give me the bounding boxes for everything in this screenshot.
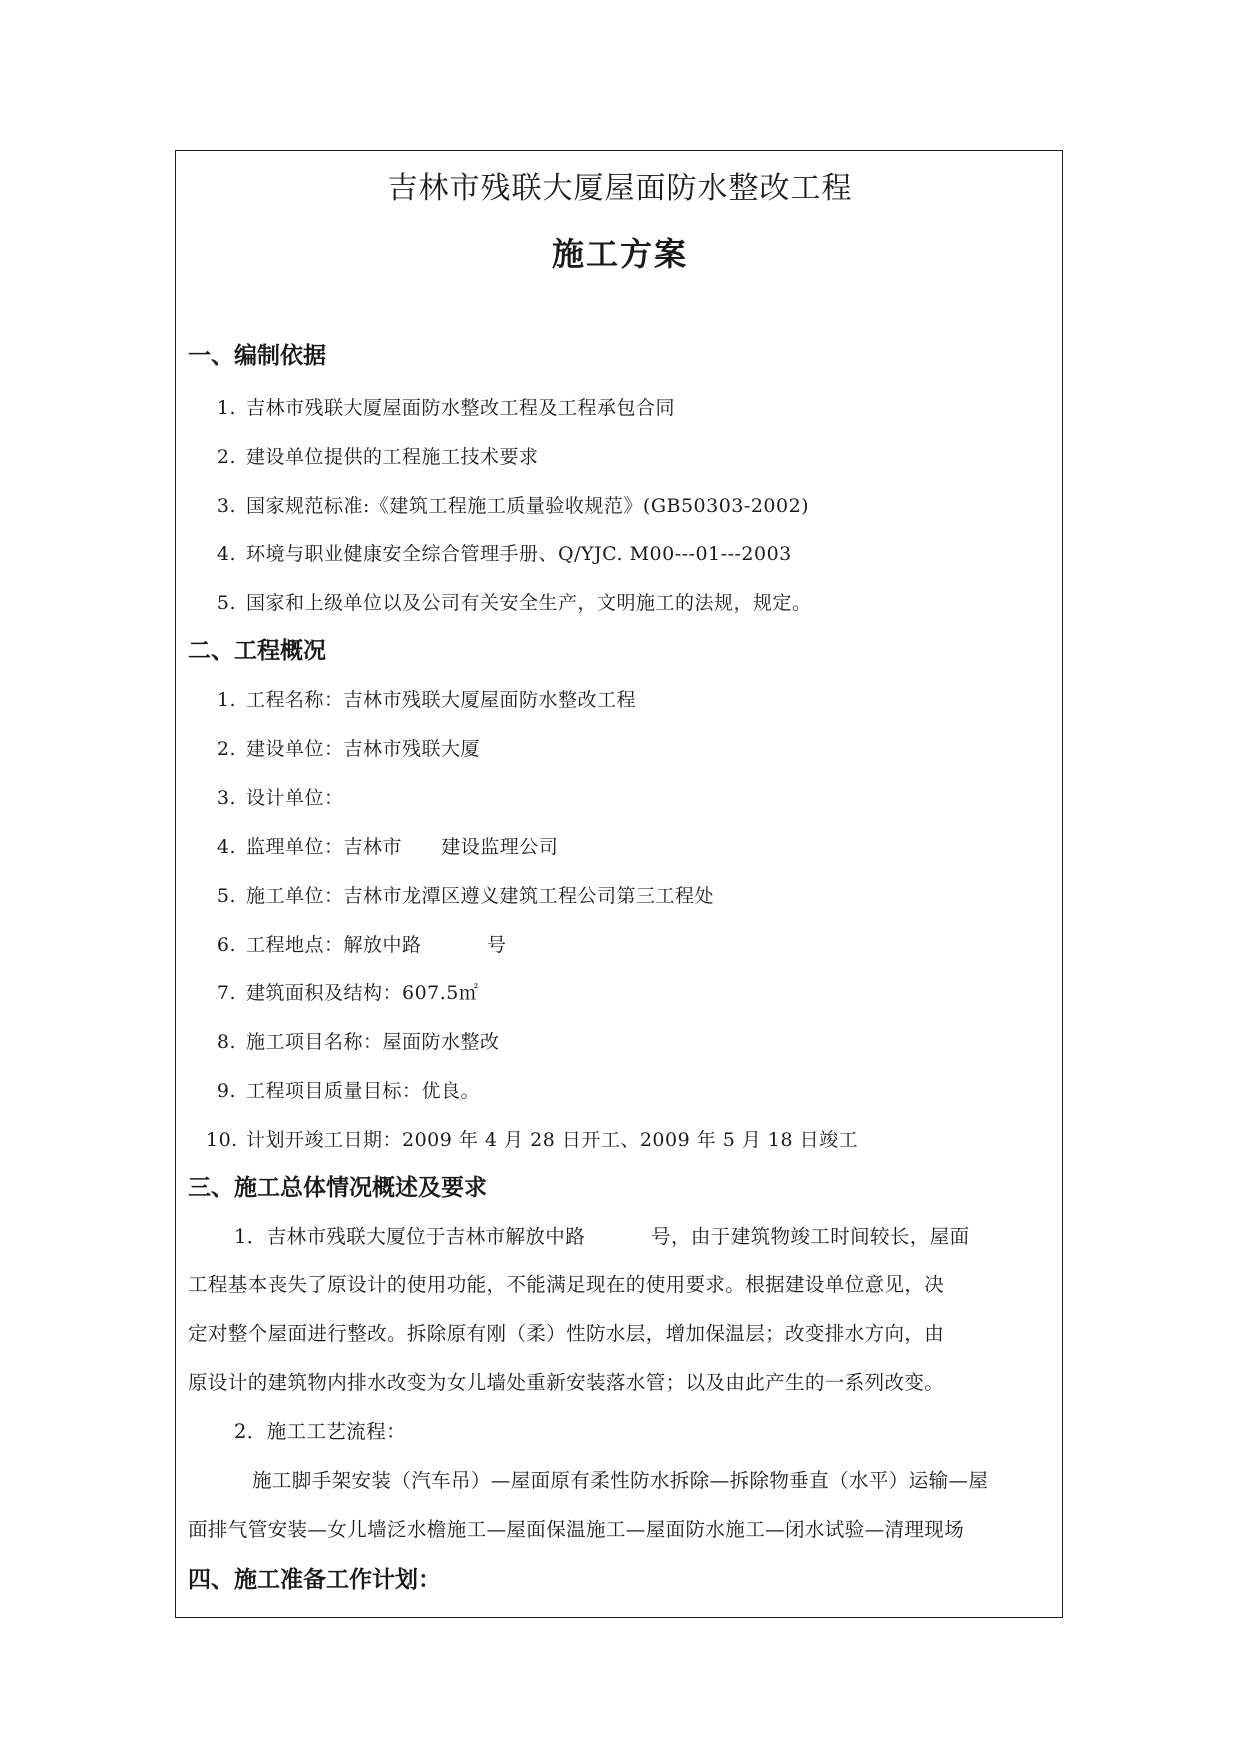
process-label: 2．施工工艺流程： bbox=[234, 1420, 407, 1443]
list-item: 1. 吉林市残联大厦屋面防水整改工程及工程承包合同 bbox=[216, 397, 676, 419]
paragraph-line: 施工脚手架安装（汽车吊）—屋面原有柔性防水拆除—拆除物垂直（水平）运输—屋 bbox=[252, 1469, 989, 1492]
document-frame bbox=[175, 150, 1063, 1618]
paragraph-line: 1．吉林市残联大厦位于吉林市解放中路 号，由于建筑物竣工时间较长，屋面 bbox=[234, 1225, 970, 1248]
list-item: 10. 计划开竣工日期：2009 年 4 月 28 日开工、2009 年 5 月 18 日竣工 bbox=[206, 1129, 859, 1151]
list-item: 7. 建筑面积及结构：607.5㎡ bbox=[216, 982, 479, 1004]
section-heading-basis: 一、编制依据 bbox=[188, 343, 326, 369]
section-heading-summary: 三、施工总体情况概述及要求 bbox=[188, 1175, 487, 1201]
list-item: 9. 工程项目质量目标：优良。 bbox=[216, 1080, 481, 1102]
paragraph-line: 原设计的建筑物内排水改变为女儿墙处重新安装落水管；以及由此产生的一系列改变。 bbox=[188, 1371, 945, 1394]
list-item: 2. 建设单位：吉林市残联大厦 bbox=[216, 738, 481, 760]
list-item: 8. 施工项目名称：屋面防水整改 bbox=[216, 1031, 500, 1053]
list-item: 4. 监理单位：吉林市 建设监理公司 bbox=[216, 836, 559, 858]
list-item: 5. 国家和上级单位以及公司有关安全生产，文明施工的法规，规定。 bbox=[216, 592, 812, 614]
list-item: 4. 环境与职业健康安全综合管理手册、Q/YJC. M00---01---2003 bbox=[216, 543, 792, 565]
paragraph-line: 定对整个屋面进行整改。拆除原有刚（柔）性防水层，增加保温层；改变排水方向，由 bbox=[188, 1322, 945, 1345]
section-heading-overview: 二、工程概况 bbox=[188, 638, 326, 664]
list-item: 5. 施工单位：吉林市龙潭区遵义建筑工程公司第三工程处 bbox=[216, 885, 715, 907]
document-title: 吉林市残联大厦屋面防水整改工程 bbox=[387, 171, 853, 206]
list-item: 3. 国家规范标准:《建筑工程施工质量验收规范》(GB50303-2002) bbox=[216, 495, 810, 517]
section-heading-preparation: 四、施工准备工作计划： bbox=[188, 1567, 441, 1593]
list-item: 3. 设计单位： bbox=[216, 787, 344, 809]
list-item: 6. 工程地点：解放中路 号 bbox=[216, 934, 507, 956]
paragraph-line: 工程基本丧失了原设计的使用功能，不能满足现在的使用要求。根据建设单位意见，决 bbox=[188, 1273, 945, 1296]
paragraph-line: 面排气管安装—女儿墙泛水檐施工—屋面保温施工—屋面防水施工—闭水试验—清理现场 bbox=[188, 1518, 965, 1541]
document-subtitle: 施工方案 bbox=[551, 235, 688, 273]
list-item: 1. 工程名称：吉林市残联大厦屋面防水整改工程 bbox=[216, 689, 637, 711]
list-item: 2. 建设单位提供的工程施工技术要求 bbox=[216, 446, 539, 468]
